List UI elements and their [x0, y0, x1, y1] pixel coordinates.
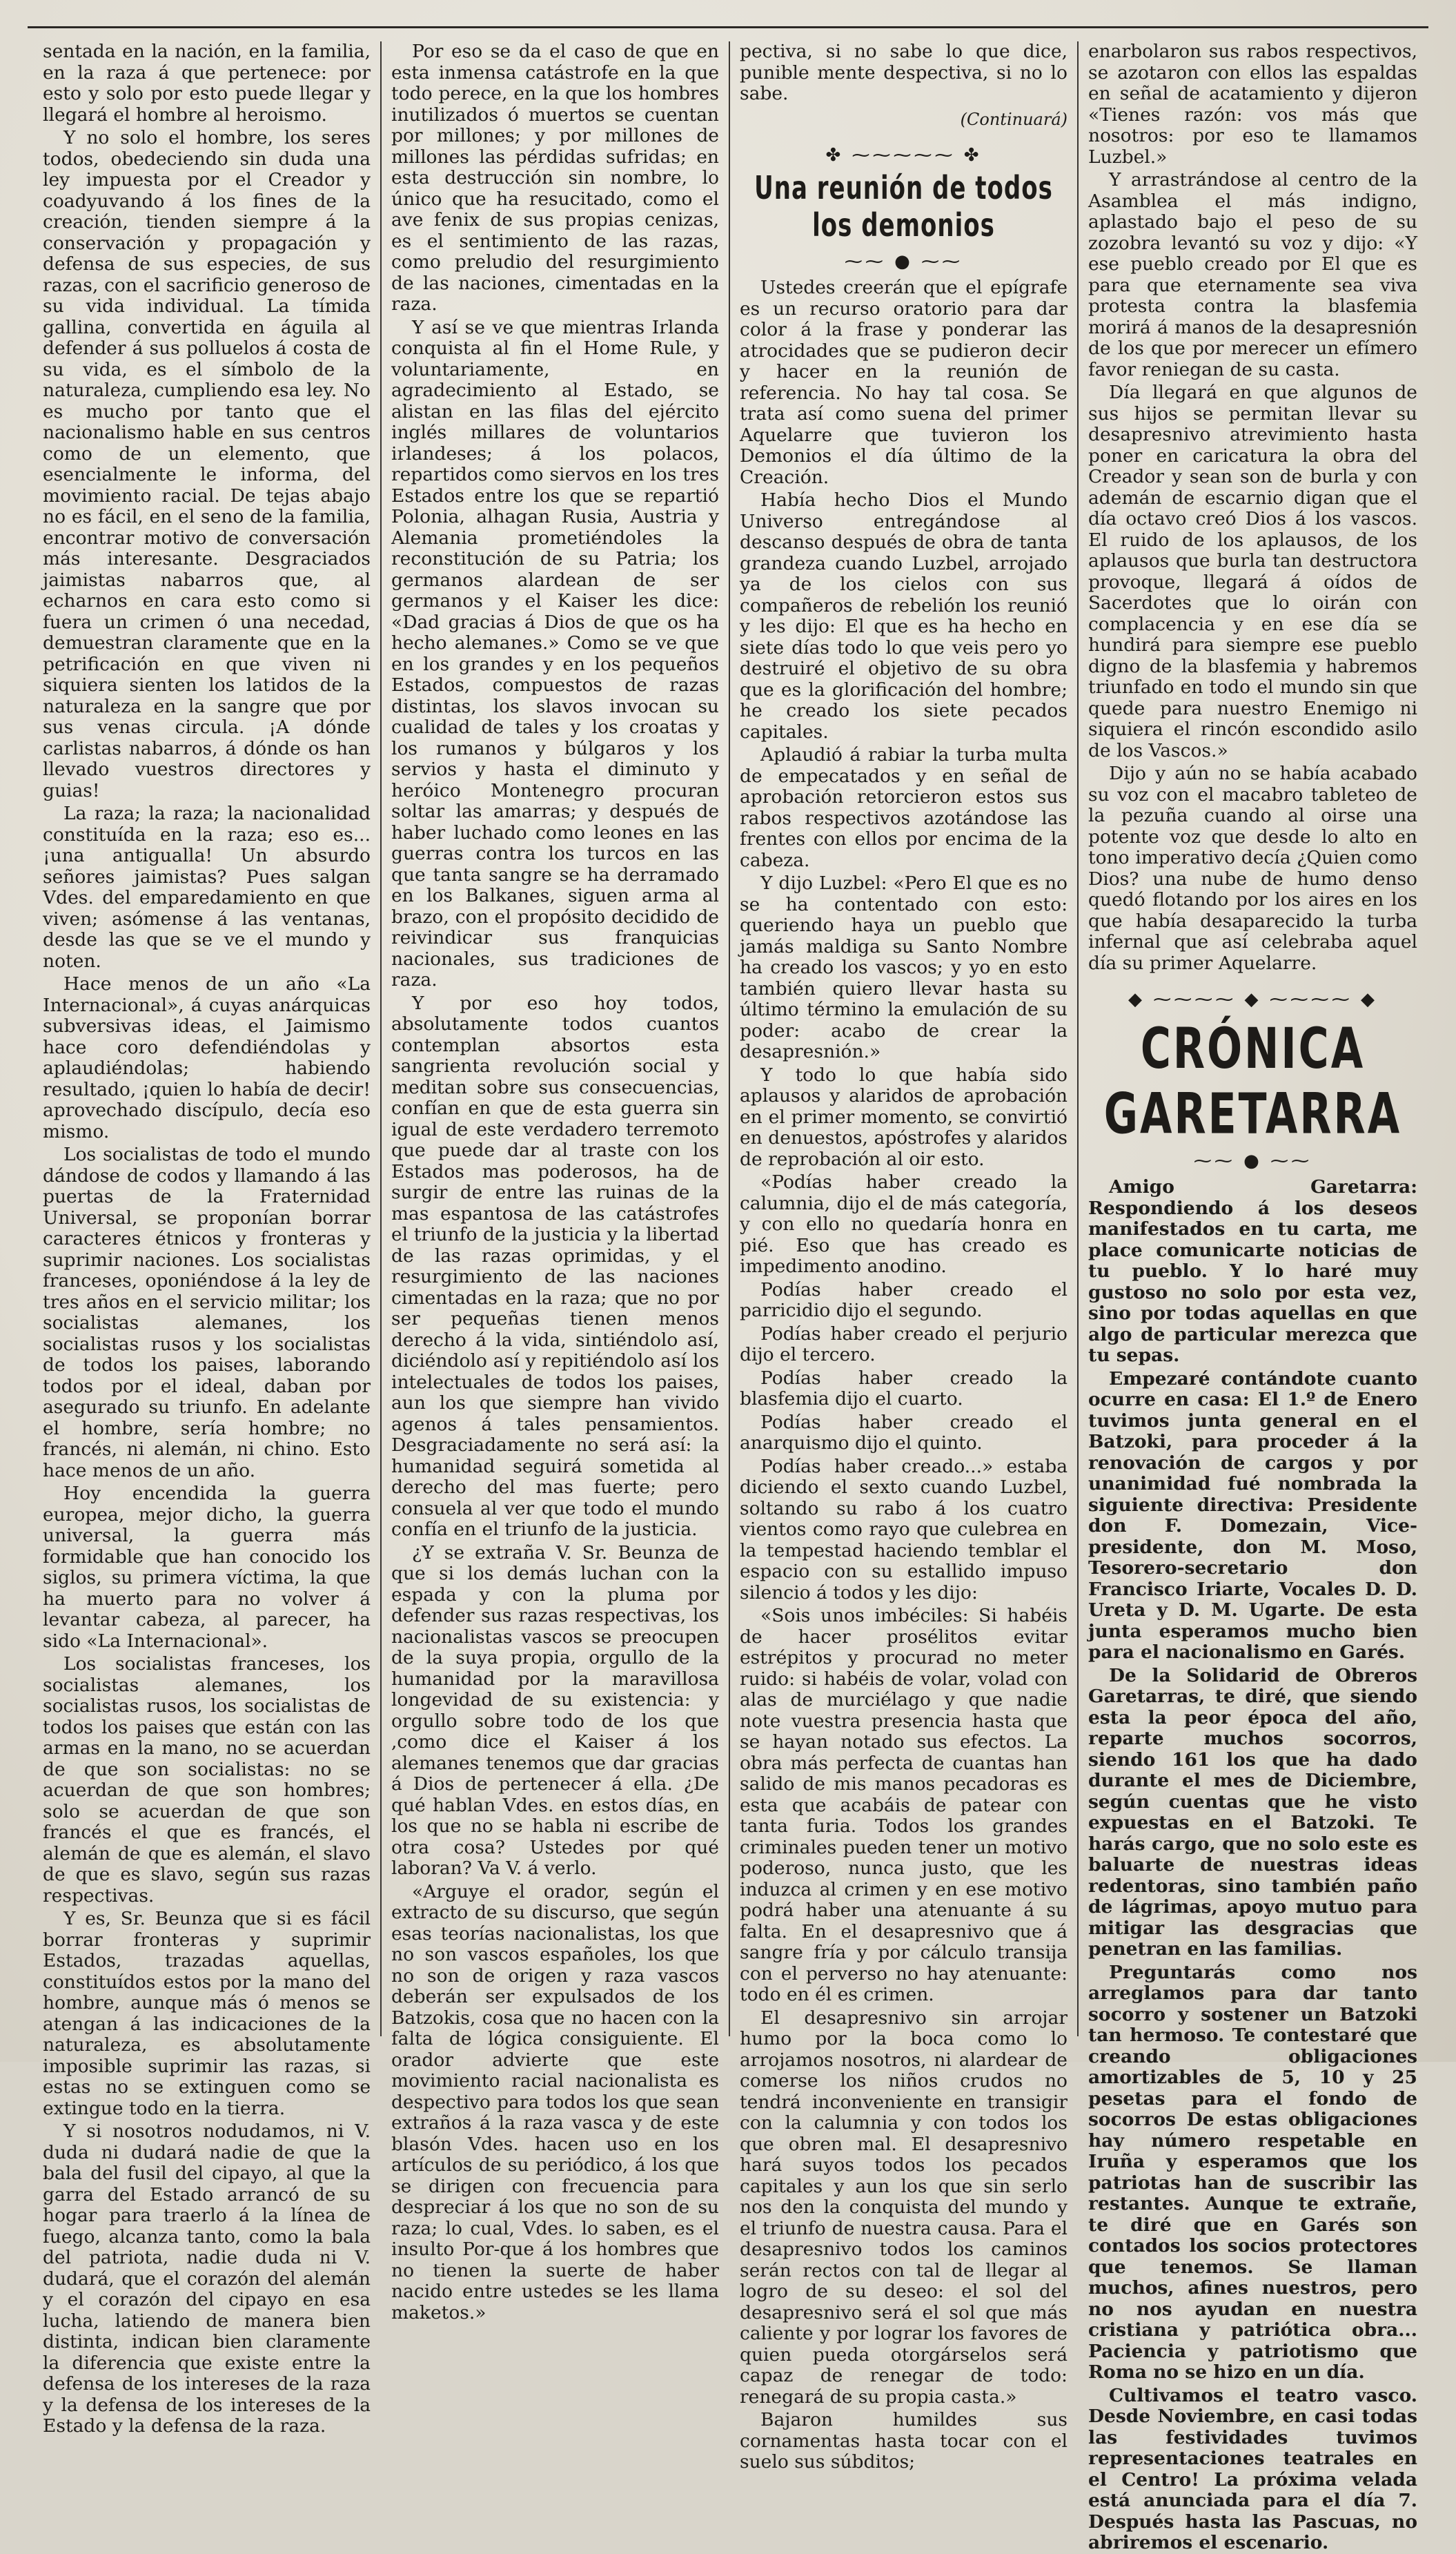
paragraph: Empezaré contándote cuanto ocurre en casa: El 1.º de Enero tuvimos junta general en el Batzoki, para proceder á la renovación de cargos y por unanimidad fué nombrada la siguiente directiva: Presidente don F. Domezain, Vice-presidente, don M. Moso, Tesorero-secretario don Francisco Iriarte, Vocales D. D. Ureta y D. M. Ugarte. De esta junta esperamos mucho bien para el nacionalismo en Garés.	[1088, 1367, 1417, 1663]
paragraph: Podías haber creado...» estaba diciendo el sexto cuando Luzbel, soltando su rabo á los cuatro vientos como rayo que culebrea en la tempestad haciendo temblar el espacio con su estallido impuso silencio á todos y les dijo:	[740, 1455, 1068, 1603]
paragraph: Había hecho Dios el Mundo Universo entregándose al descanso después de obra de tanta grandeza cuando Luzbel, arrojado ya de los cielos con sus compañeros de rebelión los reunió y les dijo: El que es ha hecho en siete días todo lo que veis pero yo destruiré el objetivo de su obra que es la glorificación del hombre; he creado los siete pecados capitales.	[740, 489, 1068, 743]
paragraph: Cultivamos el teatro vasco. Desde Noviembre, en casi todas las festividades tuvimos representaciones teatrales en el Centro! La próxima velada está anunciada para el día 7. Después hasta las Pascuas, no abriremos el escenario.	[1088, 2384, 1417, 2553]
paragraph: Los socialistas de todo el mundo dándose de codos y llamando á las puertas de la Fraternidad Universal, se proponían borrar caracteres étnicos y fronteras y suprimir naciones. Los socialistas franceses, oponiéndose á la ley de tres años en el servicio militar; los socialistas alemanes, los socialistas rusos y los socialistas de todos los paises, laborando todos por el ideal, daban por asegurado su triunfo. En adelante el hombre, sería hombre; no francés, ni alemán, ni chino. Esto hace menos de un año.	[43, 1144, 371, 1481]
ornament-divider: ⁓⁓ ● ⁓⁓	[1193, 1151, 1312, 1171]
paragraph: La raza; la raza; la nacionalidad constituída en la raza; eso es... ¡una antigualla! Un absurdo señores jaimistas? Pues salgan Vdes. del emparedamiento en que viven; asómense á las ventanas, desde las que se ve el mundo y noten.	[43, 803, 371, 972]
paragraph: Aplaudió á rabiar la turba multa de empecatados y en señal de aprobación retorcieron estos sus rabos respectivos azotándose las frentes con ellos por encima de la cabeza.	[740, 744, 1068, 871]
column-3	[730, 41, 1079, 2473]
paragraph: Y arrastrándose al centro de la Asamblea el más indigno, aplastado bajo el peso de su zozobra levantó su voz y dijo: «Y ese pueblo creado por El que es para que eternamente sea viva protesta contra la blasfemia morirá á manos de la desapresnión de los que por merecer un efímero favor reniegan de su casta.	[1088, 169, 1417, 380]
paragraph: Ustedes creerán que el epígrafe es un recurso oratorio para dar color á la frase y ponderar las atrocidades que se pudieron decir y hacer en la reunión de referencia. No hay tal cosa. Se trata así como suena del primer Aquelarre que tuvieron los Demonios el día último de la Creación.	[740, 277, 1068, 488]
paragraph: Hoy encendida la guerra europea, mejor dicho, la guerra universal, la guerra más formidable que han conocido los siglos, su primera víctima, la que ha muerto para no volver á levantar cabeza, al parecer, ha sido «La Internacional».	[43, 1483, 371, 1652]
paragraph: Hace menos de un año «La Internacional», á cuyas anárquicas subversivas ideas, el Jaimismo hace coro defendiéndolas y aplaudiéndolas; habiendo resultado, ¡quien lo había de decir! aprovechado discípulo, decía eso mismo.	[43, 973, 371, 1142]
paragraph: Por eso se da el caso de que en esta inmensa catástrofe en la que todo perece, en la que los hombres inutilizados ó muertos se cuentan por millones; y por millones de millones las pérdidas sufridas; en esta destrucción sin nombre, lo único que ha resucitado, como el ave fenix de sus propias cenizas, es el sentimiento de las razas, como preludio del resurgimiento de las naciones, cimentadas en la raza.	[391, 41, 719, 315]
paragraph: De la Solidarid de Obreros Garetarras, te diré, que siendo esta la peor época del año, reparte muchos socorros, siendo 161 los que ha dado durante el mes de Diciembre, según cuentas que he visto expuestas en el Batzoki. Te harás cargo, que no solo este es baluarte de nuestras ideas redentoras, sino también paño de lágrimas, apoyo mutuo para mitigar las desgracias que penetran en las familias.	[1088, 1664, 1417, 1960]
article-heading: Una reunión de todos los demonios	[754, 170, 1053, 244]
paragraph: Los socialistas franceses, los socialistas alemanes, los socialistas rusos, los socialistas de todos los paises que están con las armas en la mano, no se acuerdan de que son socialistas: no se acuerdan de que son hombres; solo se acuerdan de que son francés el que es francés, el alemán de que es alemán, el slavo de que es slavo, según sus razas respectivas.	[43, 1653, 371, 1907]
cronica-body	[1088, 1177, 1417, 2554]
paragraph: Y es, Sr. Beunza que si es fácil borrar fronteras y suprimir Estados, trazadas aquellas, constituídos estos por la mano del hombre, aunque más ó menos se atengan á las indicaciones de la naturaleza, es absolutamente imposible suprimir las razas, si estas no se extinguen como se extingue todo en la tierra.	[43, 1908, 371, 2119]
ornament-divider: ◆ ⁓⁓⁓⁓ ◆ ⁓⁓⁓⁓ ◆	[1128, 989, 1378, 1010]
paragraph: Podías haber creado el parricidio dijo el segundo.	[740, 1278, 1068, 1321]
paragraph: Bajaron humildes sus cornamentas hasta tocar con el suelo sus súbditos;	[740, 2409, 1068, 2473]
paragraph: ¿Y se extraña V. Sr. Beunza de que si los demás luchan con la espada y con la pluma por defender sus razas respectivas, los nacionalistas vascos se preocupen de la suya propia, orgullo de la humanidad por la maravillosa longevidad de su existencia: y orgullo sobre todo de los que ,como dice el Kaiser á los alemanes tenemos que dar gracias á Dios de pertenecer á ella. ¿De qué hablan Vdes. en estos días, en los que no se habla ni escribe de otra cosa? Ustedes por qué laboran? Va V. á verlo.	[391, 1541, 719, 1879]
paragraph: Amigo Garetarra: Respondiendo á los deseos manifestados en tu carta, me place comunicarte noticias de tu pueblo. Y lo haré muy gustoso no solo por esta vez, sino por todas aquellas en que algo de particular merezca que tu sepas.	[1088, 1176, 1417, 1366]
paragraph: «Podías haber creado la calumnia, dijo el de más categoría, y con ello no quedaría honra en pié. Eso que has creado es impedimento anodino.	[740, 1171, 1068, 1277]
paragraph: «Arguye el orador, según el extracto de su discurso, que según esas teorías nacionalistas, los que no son vascos españoles, los que no son de origen y raza vascos deberán ser expulsados de los Batzokis, cosa que no hacen con la falta de lógica consiguiente. El orador advierte que este movimiento racial nacionalista es despectivo para todos los que sean extraños á la raza vasca y de este blasón Vdes. hacen uso en los artículos de su periódico, á los que se dirigen con frecuencia para despreciar á los que no son de su raza; lo cual, Vdes. lo saben, es el insulto Por-que á los hombres que no tienen la suerte de haber nacido entre ustedes se les llama maketos.»	[391, 1880, 719, 2323]
column-2	[382, 41, 730, 2323]
paragraph: Podías haber creado la blasfemia dijo el cuarto.	[740, 1367, 1068, 1410]
paragraph: sentada en la nación, en la familia, en la raza á que pertenece: por esto y solo por esto puede llegar y llegará el hombre al heroismo.	[43, 41, 371, 126]
paragraph: Día llegará en que algunos de sus hijos se permitan llevar su desapresnivo atrevimiento hasta poner en caricatura la obra del Creador y sean son de burla y con ademán de escarnio digan que el día octavo creó Dios á los vascos. El ruido de los aplausos, de los aplausos que burla tan destructora provoque, llegará á oídos de Sacerdotes que lo oirán con complacencia y en ese día se hundirá para siempre ese pueblo digno de la blasfemia y habremos triunfado en todo el mundo sin que quede para nuestro Enemigo ni siquiera el rincón escondido asilo de los Vascos.»	[1088, 382, 1417, 761]
paragraph: enarbolaron sus rabos respectivos, se azotaron con ellos las espaldas en señal de acatamiento y dijeron «Tienes razón: vos más que nosotros: por eso te llamamos Luzbel.»	[1088, 41, 1417, 168]
paragraph: Dijo y aún no se había acabado su voz con el macabro tableteo de la pezuña cuando al oirse una potente voz que desde lo alto en tono imperativo decía ¿Quien como Dios? una nube de humo denso quedó flotando por los aires en los que había desaparecido la turba infernal que así celebraba aquel día su primer Aquelarre.	[1088, 763, 1417, 974]
paragraph: pectiva, si no sabe lo que dice, punible mente despectiva, si no lo sabe.	[740, 41, 1068, 104]
paragraph: Y dijo Luzbel: «Pero El que es no se ha contentado con esto: queriendo haya un pueblo que jamás maldiga su Santo Nombre ha creado los vascos; y yo en esto también quiero llevar hasta su último término la emulación de su poder: acabo de crear la desapresnión.»	[740, 873, 1068, 1062]
paragraph: Y por eso hoy todos, absolutamente todos cuantos contemplan absortos esta sangrienta revolución social y meditan sobre sus consecuencias, confían en que de esta guerra sin igual de este verdadero terremoto que puede dar al traste con los Estados mas poderosos, ha de surgir de entre las ruinas de la mas espantosa de las catástrofes el triunfo de la justicia y la libertad de las razas oprimidas, y el resurgimiento de las naciones cimentadas en la raza; que no por ser pequeñas tienen menos derecho á la vida, sintiéndolo así, diciéndolo así y repitiéndolo así los intelectuales de todos los paises, aun los que siempre han vivido agenos á tales pensamientos. Desgraciadamente no será así: la humanidad seguirá sometida al derecho del mas fuerte; pero consuela al ver que todo el mundo confía en el triunfo de la justicia.	[391, 992, 719, 1540]
paragraph: Podías haber creado el perjurio dijo el tercero.	[740, 1323, 1068, 1365]
paragraph: «Sois unos imbéciles: Si habéis de hacer prosélitos evitar estrépitos y procurad no meter ruido: si habéis de volar, volad con alas de murciélago y que nadie note vuestra presencia hasta que se hayan notado sus efectos. La obra más perfecta de cuantas han salido de mis manos pecadoras es esta que acabáis de patear con tanta furia. Todos los grandes criminales pueden tener un motivo poderoso, nunca justo, que les induzca al crimen y en ese motivo podrá haber una atenuante á su falta. En el desapresnivo que á sangre fría y por cálculo transija con el perverso no hay atenuante: todo en él es crimen.	[740, 1605, 1068, 2005]
ornament-divider: ⁓⁓ ● ⁓⁓	[844, 251, 963, 272]
ornament-divider: ✤ ⁓⁓⁓⁓⁓ ✤	[825, 145, 982, 166]
section-heading: CRÓNICA GARETARRA	[1103, 1016, 1402, 1147]
paragraph: Podías haber creado el anarquismo dijo el quinto.	[740, 1411, 1068, 1454]
paragraph: Y así se ve que mientras Irlanda conquista al fin el Home Rule, y voluntariamente, en agradecimiento al Estado, se alistan en las filas del ejército inglés millares de voluntarios irlandeses; á los polacos, repartidos como siervos en los tres Estados entre los que se repartió Polonia, alhagan Rusia, Austria y Alemania prometiéndoles la reconstitución de su Patria; los germanos alardean de ser germanos y el Kaiser les dice: «Dad gracias á Dios de que os ha hecho alemanes.» Como se ve que en los grandes y en los pequeños Estados, compuestos de razas distintas, los slavos invocan su cualidad de tales y los croatas y los rumanos y búlgaros y los servios y hasta el diminuto y heróico Montenegro procuran soltar las amarras; y después de haber luchado como leones en las guerras contra los turcos en las que tanta sangre se ha derramado en los Balkanes, siguen arma al brazo, con el propósito decidido de reivindicar sus franquicias nacionales, sus tradiciones de raza.	[391, 316, 719, 991]
column-4	[1079, 41, 1427, 2553]
continuation-note: (Continuará)	[960, 109, 1068, 129]
paragraph: El desapresnivo sin arrojar humo por la boca como lo arrojamos nosotros, ni alardear de comerse los niños crudos no tendrá inconveniente en transigir con la calumnia y con todos los que obren mal. El desapresnivo hará suyos todos los pecados capitales y aun los que sin serlo nos den la conquista del mundo y el triunfo de nuestra causa. Para el desapresnivo todos los caminos serán rectos con tal de llegar al logro de su deseo: el sol del desapresnivo será el sol que más caliente y por lograr los favores de quien pueda otorgárselos será capaz de renegar de todo: renegará de su propia casta.»	[740, 2007, 1068, 2408]
paragraph: Y no solo el hombre, los seres todos, obedeciendo sin duda una ley impuesta por el Creador y coadyuvando á los fines de la creación, tienden siempre á la conservación y propagación y defensa de sus especies, de sus razas, con el sacrificio generoso de su vida individual. La tímida gallina, convertida en águila al defender á sus polluelos á costa de su vida, es el símbolo de la naturaleza, cumpliendo esa ley. No es mucho por tanto que el nacionalismo hable en sus centros como de un elemento, que esencialmente le informa, del movimiento racial. De tejas abajo no es fácil, en el seno de la familia, encontrar motivo de conversación más interesante. Desgraciados jaimistas nabarros que, al echarnos en cara esto como si fuera un crimen ó una necedad, demuestran claramente que en la petrificación en que viven ni siquiera sienten los latidos de la naturaleza en la sangre que por sus venas circula. ¡A dónde carlistas nabarros, á dónde os han llevado vuestros directores y guias!	[43, 127, 371, 801]
columns	[33, 41, 1427, 2553]
column-1	[33, 41, 382, 2437]
top-rule	[28, 26, 1428, 28]
paragraph: Y todo lo que había sido aplausos y alaridos de aprobación en el primer momento, se convirtió en denuestos, apóstrofes y alaridos de reprobación al oir esto.	[740, 1064, 1068, 1170]
paragraph: Y si nosotros nodudamos, ni V. duda ni dudará nadie de que la bala del fusil del cipayo, al que la garra del Estado arrancó de su hogar para traerlo á la línea de fuego, alcanza tanto, como la bala del patriota, nadie duda ni V. dudará, que el corazón del alemán y el corazón del cipayo en esa lucha, latiendo de manera bien distinta, indican bien claramente la diferencia que existe entre la defensa de los intereses de la raza y la defensa de los intereses de la Estado y la defensa de la raza.	[43, 2121, 371, 2437]
paragraph: Preguntarás como nos arreglamos para dar tanto socorro y sostener un Batzoki tan hermoso. Te contestaré que creando obligaciones amortizables de 5, 10 y 25 pesetas para el fondo de socorros De estas obligaciones hay número respetable en Iruña y esperamos que los patriotas han de suscribir las restantes. Aunque te extrañe, te diré que en Garés son contados los socios protectores que tenemos. Se llaman muchos, afines nuestros, pero no nos ayudan en nuestra cristiana y patriótica obra... Paciencia y patriotismo que Roma no se hizo en un día.	[1088, 1961, 1417, 2383]
